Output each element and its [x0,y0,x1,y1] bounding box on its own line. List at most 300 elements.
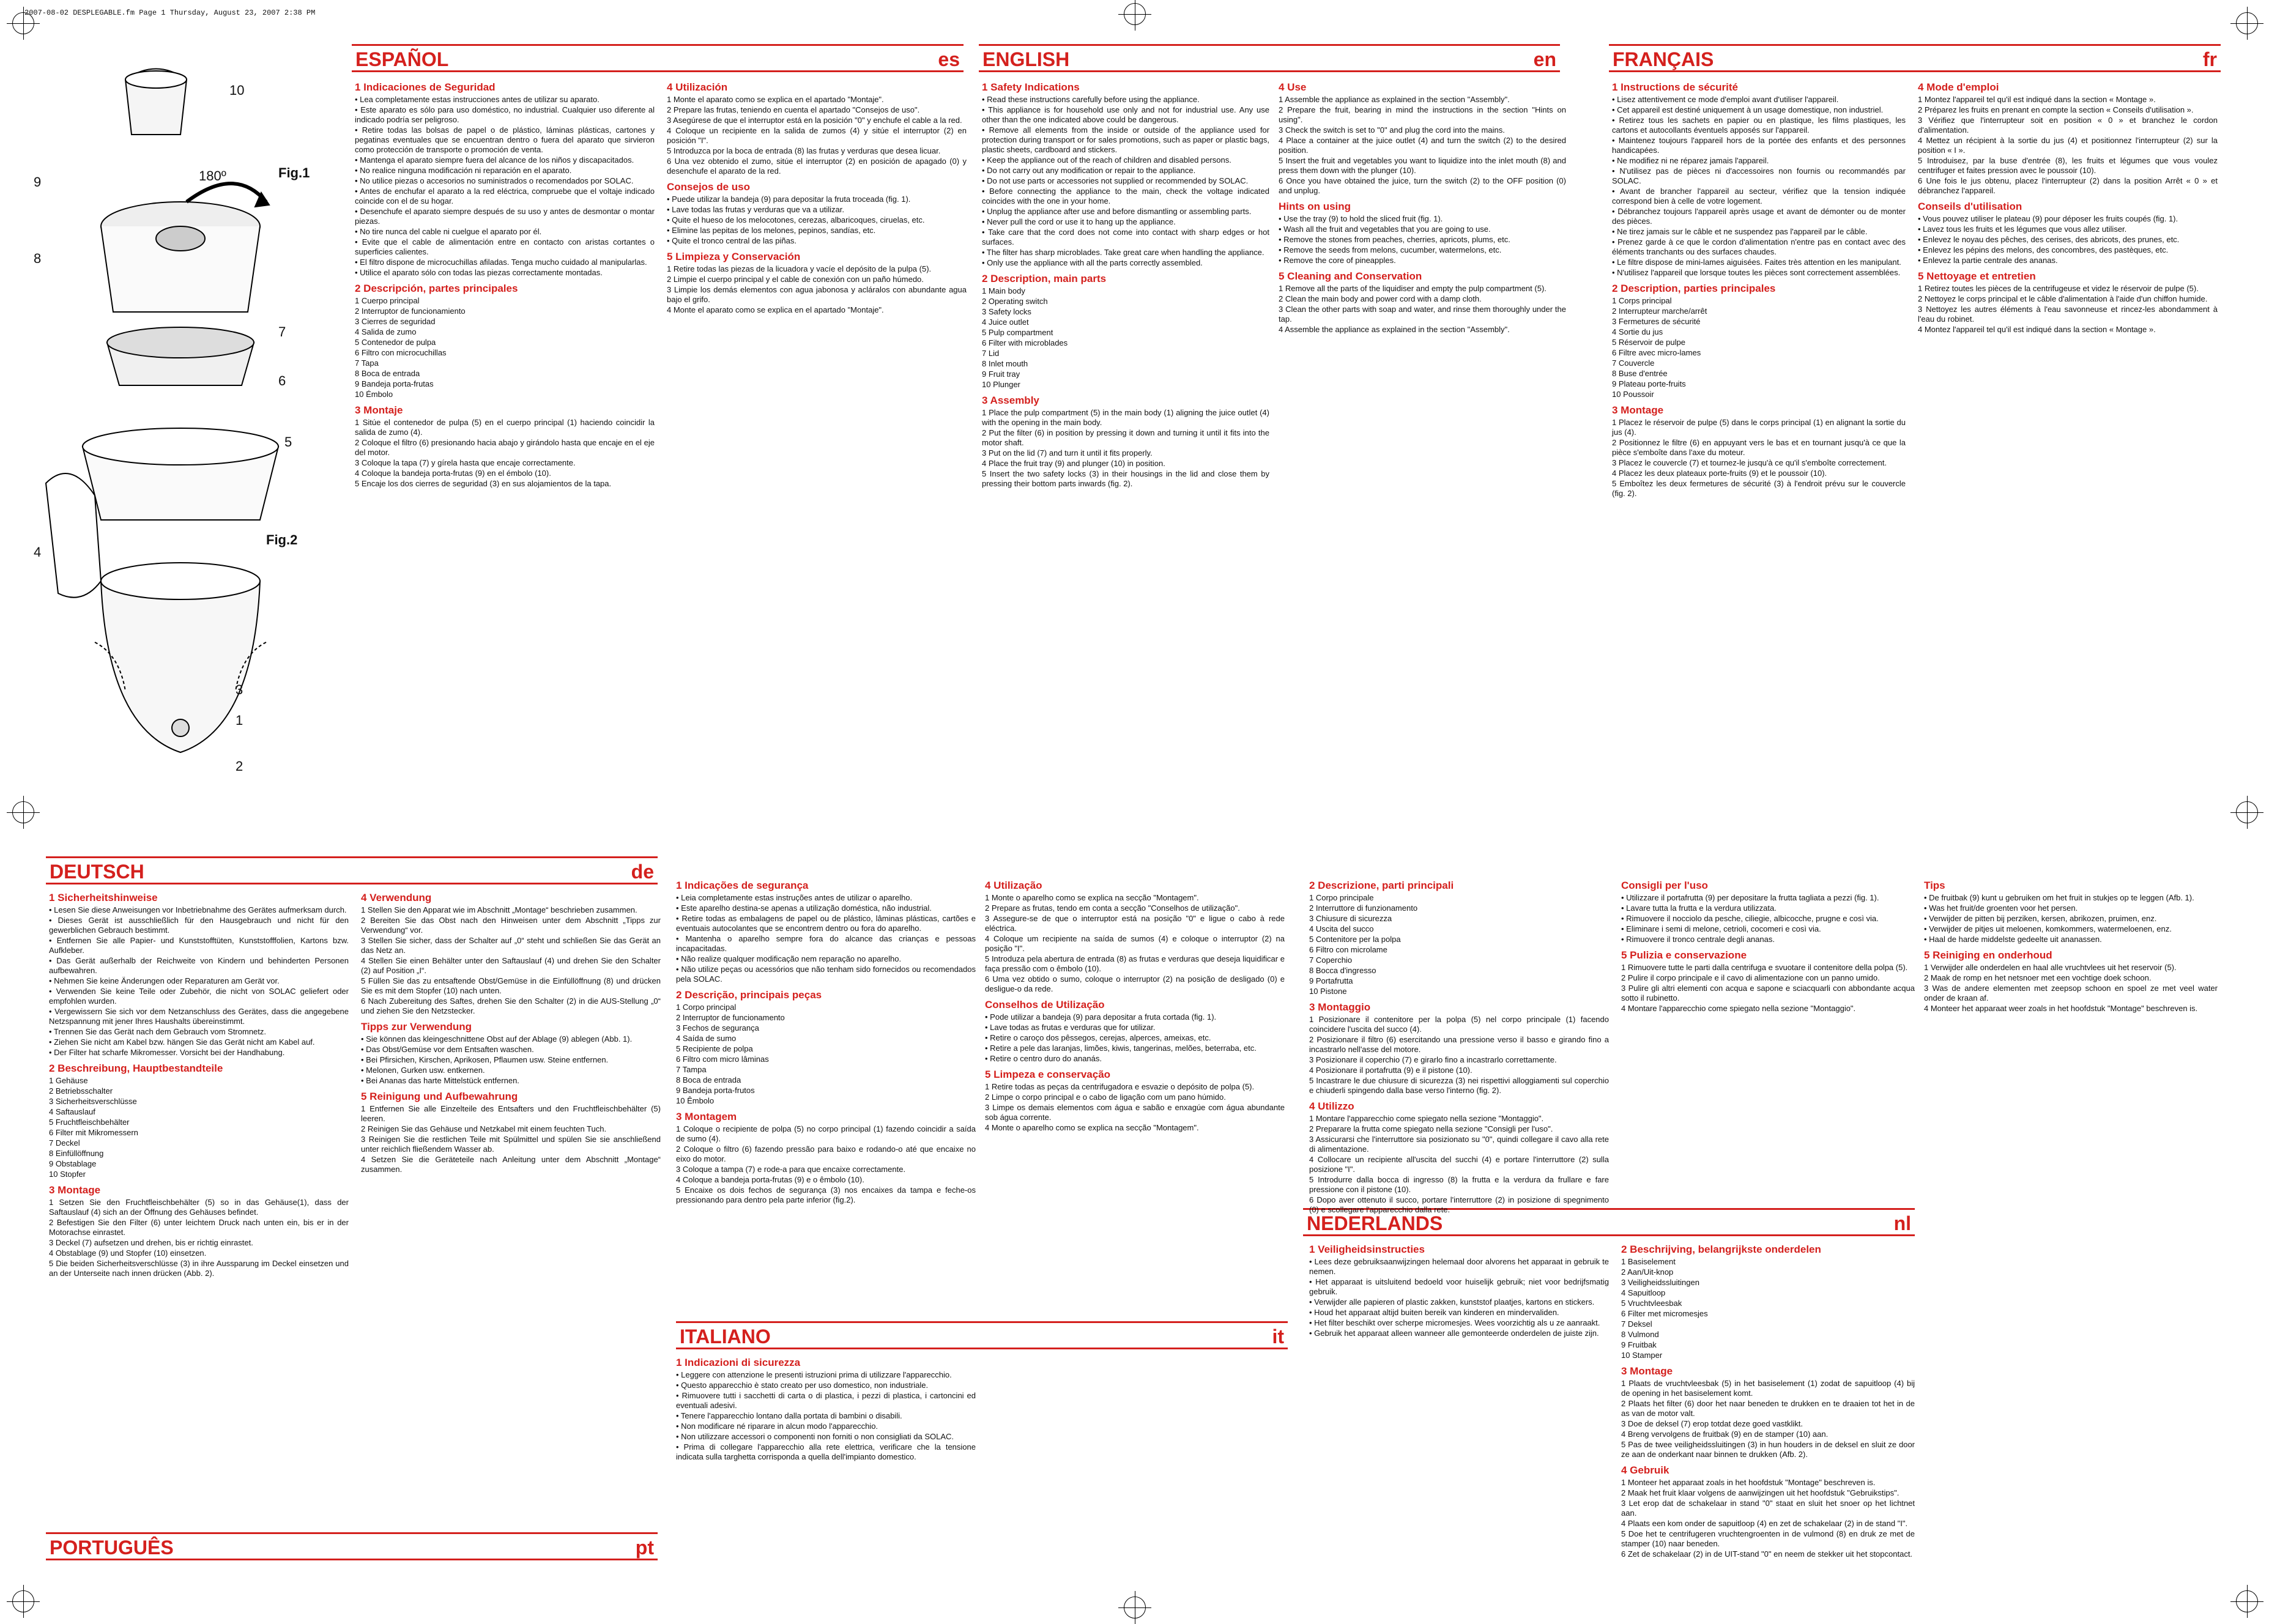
instruction-item: 4 Coloque um recipiente na saída de sumos (4) e coloque o interruptor (2) na posição "I". [985,934,1285,953]
instruction-item: • Non utilizzare accessori o componenti non forniti o non consigliati da SOLAC. [676,1432,954,1441]
instruction-item: 2 Clean the main body and power cord with a damp cloth. [1279,294,1482,303]
instruction-item: • Evite que el cable de alimentación entre en contacto con aristas cortantes o superficies calientes. [355,237,655,256]
instruction-item: 3 Chiusure di sicurezza [1309,914,1392,923]
instruction-item: 3 Posizionare il coperchio (7) e girarlo fino a incastrarlo correttamente. [1309,1055,1557,1064]
instruction-item: • Leia completamente estas instruções antes de utilizar o aparelho. [676,893,913,902]
instruction-item: 1 Retirez toutes les pièces de la centrifugeuse et videz le réservoir de pulpe (5). [1918,284,2199,293]
instruction-item: 6 Once you have obtained the juice, turn the switch (2) to the OFF position (0) and unplug. [1279,176,1566,195]
instruction-item: • Verwijder de pitten bij perziken, kersen, abrikozen, pruimen, enz. [1924,914,2157,923]
instruction-item: 2 Coloque o filtro (6) fazendo pressão para baixo e rodando-o até que encaixe no eixo do motor. [676,1144,976,1163]
instruction-item: 5 Emboîtez les deux fermetures de sécurité (3) à l'endroit prévu sur le couvercle (fig. 2). [1612,479,1906,498]
panel-code: es [938,48,960,70]
instruction-item: 1 Main body [982,286,1025,295]
instruction-item: 7 Lid [982,349,1000,358]
instruction-item: 4 Sortie du jus [1612,327,1663,336]
instruction-item: 3 Limpie los demás elementos con agua jabonosa y acláralos con abundante agua bajo el grifo. [667,285,967,304]
instruction-item: 5 Fruchtfleischbehälter [49,1118,130,1127]
instruction-item: 3 Fechos de segurança [676,1023,759,1033]
instruction-item: 6 Filtro com micro lâminas [676,1055,769,1064]
instruction-item: 5 Pas de twee veiligheidssluitingen (3) in hun houders in de deksel en sluit ze door ze aan de onderkant naar binnen te drukken (Afb. 2). [1621,1440,1915,1459]
instruction-item: 8 Boca de entrada [355,369,420,378]
instruction-item: 1 Cuerpo principal [355,296,420,305]
section-heading: 5 Reinigung und Aufbewahrung [361,1091,518,1102]
section-heading: 4 Mode d'emploi [1918,81,1999,93]
instruction-item: 1 Montare l'apparecchio come spiegato nella sezione "Montaggio". [1309,1114,1544,1123]
panel-title-de [46,856,658,884]
instruction-item: • Was het fruit/de groenten voor het persen. [1924,903,2078,913]
instruction-item: 6 Nach Zubereitung des Saftes, drehen Sie den Schalter (2) in die AUS-Stellung „0“ und ziehen Sie den Netzstecker. [361,996,661,1015]
section-heading: 3 Montage [49,1184,101,1196]
instruction-item: 3 Veiligheidssluitingen [1621,1278,1699,1287]
instruction-item: 5 Die beiden Sicherheitsverschlüsse (3) in ihre Aussparung im Deckel einsetzen und an der Unterseite nach innen drücken (Abb. 2). [49,1259,349,1278]
instruction-item: 1 Corpo principal [676,1003,737,1012]
panel-nl-col2 [1621,1239,1915,1560]
instruction-item: • Quite el hueso de los melocotones, cerezas, albaricoques, ciruelas, etc. [667,215,925,224]
instruction-item: 7 Deckel [49,1138,80,1148]
instruction-item: 1 Assemble the appliance as explained in the section "Assembly". [1279,95,1510,104]
instruction-item: 2 Interruptor de funcionamiento [355,306,466,316]
section-heading: 5 Limpieza y Conservación [667,251,801,262]
instruction-item: • Lees deze gebruiksaanwijzingen helemaal door alvorens het apparaat in gebruik te nemen. [1309,1257,1609,1276]
instruction-item: • Houd het apparaat altijd buiten bereik van kinderen en mindervaliden. [1309,1308,1559,1317]
juicer-illustration [34,55,303,783]
instruction-item: • Avant de brancher l'appareil au secteur, vérifiez que la tension indiquée correspond bien à celle de votre logement. [1612,187,1906,206]
instruction-item: 1 Rimuovere tutte le parti dalla centrifuga e svuotare il contenitore della polpa (5). [1621,963,1908,972]
instruction-item: • Mantenha o aparelho sempre fora do alcance das crianças e pessoas incapacitadas. [676,934,976,953]
instruction-item: • Utilizzare il portafrutta (9) per depositare la frutta tagliata a pezzi (fig. 1). [1621,893,1879,902]
instruction-item: 5 Encaixe os dois fechos de segurança (3) nos encaixes da tampa e feche-os pressionando para dentro pela parte inferior (fig.2). [676,1185,976,1204]
instruction-item: 1 Basiselement [1621,1257,1676,1266]
instruction-item: 2 Prepare las frutas, teniendo en cuenta el apartado "Consejos de uso". [667,105,920,114]
callout-1: 1 [236,713,243,728]
instruction-item: • The filter has sharp microblades. Take great care when handling the appliance. [982,248,1264,257]
panel-title-it [676,1321,1288,1349]
instruction-item: • Este aparelho destina-se apenas a utilização doméstica, não industrial. [676,903,932,913]
instruction-item: 5 Contenedor de pulpa [355,338,436,347]
section-heading: Hints on using [1279,201,1351,212]
instruction-item: • Retire a pele das laranjas, limões, kiwis, tangerinas, melões, beterraba, etc. [985,1044,1257,1053]
instruction-item: • Lesen Sie diese Anweisungen vor Inbetriebnahme des Gerätes aufmerksam durch. [49,905,347,914]
panel-lang: FRANÇAIS [1613,48,1714,70]
instruction-item: 2 Posizionare il filtro (6) esercitando una pressione verso il basso e girando fino a incastrarlo nell'asse del motore. [1309,1035,1609,1054]
instruction-item: 1 Monte el aparato como se explica en el apartado "Montaje". [667,95,884,104]
instruction-item: 9 Fruitbak [1621,1340,1657,1349]
instruction-item: 10 Émbolo [355,390,393,399]
section-heading: Tipps zur Verwendung [361,1021,472,1033]
panel-lang: ENGLISH [982,48,1070,70]
instruction-item: 5 Introduzca por la boca de entrada (8) las frutas y verduras que desea licuar. [667,146,941,155]
panel-title-pt [46,1532,658,1560]
instruction-item: • Ziehen Sie nicht am Kabel bzw. hängen Sie das Gerät nicht am Kabel auf. [49,1037,315,1047]
instruction-item: 6 Une fois le jus obtenu, placez l'interrupteur (2) dans la position Arrêt « 0 » et débranchez l'appareil. [1918,176,2218,195]
instruction-item: 2 Limpe o corpo principal e o cabo de ligação com um pano húmido. [985,1092,1226,1102]
instruction-item: • Melonen, Gurken usw. entkernen. [361,1066,485,1075]
section-heading: Consigli per l'uso [1621,880,1708,891]
instruction-item: 2 Aan/Uit-knop [1621,1267,1674,1277]
panel-nl-col1 [1309,1239,1609,1339]
registration-mark [12,801,34,823]
instruction-item: • Enlevez la partie centrale des ananas. [1918,256,2058,265]
instruction-item: 2 Prepare the fruit, bearing in mind the instructions in the section "Hints on using". [1279,105,1566,124]
panel-title-en [979,44,1560,72]
instruction-item: 3 Safety locks [982,307,1031,316]
instruction-item: 1 Setzen Sie den Fruchtfleischbehälter (5) so in das Gehäuse(1), dass der Saftauslauf (4) sich an der Öffnung des Gehäuses befindet. [49,1198,349,1217]
instruction-item: • Trennen Sie das Gerät nach dem Gebrauch vom Stromnetz. [49,1027,267,1036]
instruction-item: 4 Coloque a bandeja porta-frutas (9) e o êmbolo (10). [676,1175,864,1184]
panel-code: it [1272,1326,1284,1348]
instruction-item: 3 Asegúrese de que el interruptor está en la posición "0" y enchufe el cable a la red. [667,116,962,125]
instruction-item: • This appliance is for household use only and not for industrial use. Any use other than the one indicated above could be dangerous. [982,105,1269,124]
instruction-item: • Débranchez toujours l'appareil après usage et avant de démonter ou de monter des pièces. [1612,207,1906,226]
instruction-item: • Vergewissern Sie sich vor dem Netzanschluss des Gerätes, dass die angegebene Netzspannung mit jener Ihres Haushalts übereinstimmt. [49,1007,349,1026]
panel-code: pt [635,1537,654,1559]
instruction-item: 2 Preparare la frutta come spiegato nella sezione "Consigli per l'uso". [1309,1124,1553,1133]
product-figure [34,55,310,783]
section-heading: Tips [1924,880,1945,891]
instruction-item: 6 Filter met micromesjes [1621,1309,1708,1318]
instruction-item: 3 Doe de deksel (7) erop totdat deze goed vastklikt. [1621,1419,1803,1428]
section-heading: Conseils d'utilisation [1918,201,2022,212]
instruction-item: • Lea completamente estas instrucciones antes de utilizar su aparato. [355,95,600,104]
instruction-item: 5 Recipiente de polpa [676,1044,753,1053]
instruction-item: 8 Bocca d'ingresso [1309,966,1376,975]
instruction-item: 2 Operating switch [982,297,1048,306]
callout-6: 6 [278,373,286,388]
instruction-item: 8 Einfüllöffnung [49,1149,104,1158]
instruction-item: 2 Coloque el filtro (6) presionando hacia abajo y girándolo hasta que encaje en el eje del motor. [355,438,655,457]
instruction-item: • Verwenden Sie keine Teile oder Zubehör, die nicht von SOLAC geliefert oder empfohlen wurden. [49,987,349,1006]
panel-fr-col1 [1612,76,1906,499]
instruction-item: 3 Fermetures de sécurité [1612,317,1701,326]
instruction-item: • Take care that the cord does not come into contact with sharp edges or hot surfaces. [982,228,1269,247]
instruction-item: 9 Bandeja porta-frutos [676,1086,755,1095]
instruction-item: 9 Fruit tray [982,369,1020,379]
instruction-item: 3 Vérifiez que l'interrupteur soit en position « 0 » et branchez le cordon d'alimentation. [1918,116,2218,135]
instruction-item: 4 Plaats een kom onder de sapuitloop (4) en zet de schakelaar (2) in de stand "I". [1621,1519,1908,1528]
section-heading: 2 Description, main parts [982,273,1107,284]
instruction-item: • No tire nunca del cable ni cuelgue el aparato por él. [355,227,542,236]
panel-code: de [631,861,654,883]
instruction-item: 4 Saída de sumo [676,1034,737,1043]
instruction-item: • Pode utilizar a bandeja (9) para depositar a fruta cortada (fig. 1). [985,1012,1217,1021]
panel-en-col1 [982,76,1269,489]
panel-fr-col2 [1918,76,2218,335]
section-heading: 5 Reiniging en onderhoud [1924,949,2052,961]
instruction-item: 5 Introduisez, par la buse d'entrée (8), les fruits et légumes que vous voulez centrifuger et faites pression avec le poussoir (10). [1918,156,2218,175]
section-heading: 2 Description, parties principales [1612,283,1776,294]
instruction-item: 1 Posizionare il contenitore per la polpa (5) nel corpo principale (1) facendo coincidere l'uscita del succo (4). [1309,1015,1609,1034]
panel-code: en [1533,48,1556,70]
instruction-item: 4 Coloque un recipiente en la salida de zumos (4) y sitúe el interruptor (2) en posición "I". [667,126,967,145]
callout-7: 7 [278,324,286,339]
section-heading: 2 Descrizione, parti principali [1309,880,1454,891]
instruction-item: 6 Dopo aver ottenuto il succo, portare l'interruttore (2) in posizione di spegnimento (0) e scollegare l'apparecchio dalla rete. [1309,1195,1609,1214]
instruction-item: • El filtro dispone de microcuchillas afiladas. Tenga mucho cuidado al manipularlas. [355,258,647,267]
instruction-item: 6 Filter mit Mikromessern [49,1128,138,1137]
instruction-item: • Do not use parts or accessories not supplied or recommended by SOLAC. [982,176,1249,185]
instruction-item: 2 Put the filter (6) in position by pressing it down and turning it until it fits into the motor shaft. [982,428,1269,447]
instruction-item: 3 Stellen Sie sicher, dass der Schalter auf „0“ steht und schließen Sie das Gerät an das Netz an. [361,936,661,955]
instruction-item: • Rimuovere il nocciolo da pesche, ciliegie, albicocche, prugne e così via. [1621,914,1879,923]
instruction-item: • Use the tray (9) to hold the sliced fruit (fig. 1). [1279,214,1443,223]
panel-es-col2 [667,76,967,316]
instruction-item: 1 Stellen Sie den Apparat wie im Abschnitt „Montage“ beschrieben zusammen. [361,905,637,914]
instruction-item: • Retire o caroço dos pêssegos, cerejas, alperces, ameixas, etc. [985,1033,1211,1042]
instruction-item: 10 Plunger [982,380,1020,389]
instruction-item: 3 Put on the lid (7) and turn it until it fits properly. [982,448,1153,458]
instruction-item: 1 Retire todas as peças da centrifugadora e esvazie o depósito de polpa (5). [985,1082,1255,1091]
instruction-item: 1 Place the pulp compartment (5) in the main body (1) aligning the juice outlet (4) with the opening in the main body. [982,408,1269,427]
instruction-item: • Retire todas as embalagens de papel ou de plástico, lâminas plásticas, cartões e eventuais autocolantes que se encontrem dentro ou fora do aparelho. [676,914,976,933]
instruction-item: • Before connecting the appliance to the main, check the voltage indicated coincides with the one in your home. [982,187,1269,206]
panel-lang: DEUTSCH [50,861,144,883]
registration-mark [12,12,34,34]
instruction-item: 1 Corps principal [1612,296,1672,305]
instruction-item: • Never pull the cord or use it to hang up the appliance. [982,217,1176,226]
panel-lang: NEDERLANDS [1307,1212,1443,1234]
instruction-item: 1 Montez l'appareil tel qu'il est indiqué dans la section « Montage ». [1918,95,2156,104]
instruction-item: • Questo apparecchio è stato creato per uso domestico, non industriale. [676,1381,929,1390]
callout-4: 4 [34,544,42,560]
instruction-item: 4 Uscita del succo [1309,924,1374,933]
section-heading: 1 Veiligheidsinstructies [1309,1244,1425,1255]
instruction-item: • Verwijder de pitjes uit meloenen, komkommers, watermeloenen, enz. [1924,924,2172,933]
instruction-item: • Do not carry out any modification or repair to the appliance. [982,166,1196,175]
instruction-item: 1 Corpo principale [1309,893,1374,902]
section-heading: 2 Descripción, partes principales [355,283,518,294]
section-heading: 4 Utilizzo [1309,1100,1354,1112]
instruction-item: 3 Coloque a tampa (7) e rode-a para que encaixe correctamente. [676,1165,906,1174]
panel-code: nl [1893,1212,1911,1234]
instruction-item: 4 Mettez un récipient à la sortie du jus (4) et positionnez l'interrupteur (2) sur la position « I ». [1918,136,2218,155]
instruction-item: 2 Befestigen Sie den Filter (6) unter leichtem Druck nach unten ein, bis er in der Motorachse einrastet. [49,1218,349,1237]
panel-en-col2 [1279,76,1566,335]
instruction-item: • Não realize qualquer modificação nem reparação no aparelho. [676,954,902,963]
instruction-item: 2 Maak het fruit klaar volgens de aanwijzingen uit het hoofdstuk "Gebruikstips". [1621,1488,1899,1497]
rotation-angle: 180º [199,168,226,184]
registration-mark [2236,801,2258,823]
instruction-item: • Enlevez le noyau des pêches, des cerises, des abricots, des prunes, etc. [1918,235,2180,244]
instruction-item: 10 Pistone [1309,987,1347,996]
instruction-item: 3 Cierres de seguridad [355,317,436,326]
panel-de-col1 [49,887,349,1279]
instruction-item: 2 Bereiten Sie das Obst nach den Hinweisen unter dem Abschnitt „Tipps zur Verwendung“ vor. [361,916,661,935]
instruction-item: 5 Pulp compartment [982,328,1053,337]
instruction-item: 2 Positionnez le filtre (6) en appuyant vers le bas et en tournant jusqu'à ce que la pièce s'emboîte dans l'axe du moteur. [1612,438,1906,457]
instruction-item: 5 Introduza pela abertura de entrada (8) as frutas e verduras que deseja liquidificar e faça pressão com o êmbolo (10). [985,954,1285,973]
instruction-item: 4 Assemble the appliance as explained in the section "Assembly". [1279,325,1510,334]
instruction-item: • Leggere con attenzione le presenti istruzioni prima di utilizzare l'apparecchio. [676,1370,952,1379]
instruction-item: • Prima di collegare l'apparecchio alla rete elettrica, verificare che la tensione indicata sulla targhetta corrisponda a quella dell'impianto domestico. [676,1442,976,1461]
instruction-item: 7 Tampa [676,1065,707,1074]
fig2-label: Fig.2 [266,532,298,547]
instruction-item: 9 Portafrutta [1309,976,1353,985]
instruction-item: 1 Sitúe el contenedor de pulpa (5) en el cuerpo principal (1) haciendo coincidir la salida de zumo (4). [355,418,655,437]
instruction-item: 1 Monte o aparelho como se explica na secção "Montagem". [985,893,1199,902]
instruction-item: 3 Was de andere elementen met zeepsop schoon en spoel ze met veel water onder de kraan af. [1924,984,2218,1003]
registration-mark [2236,1590,2258,1612]
instruction-item: • Lave todas las frutas y verduras que va a utilizar. [667,205,844,214]
instruction-item: 4 Obstablage (9) und Stopfer (10) einsetzen. [49,1248,207,1258]
instruction-item: 2 Préparez les fruits en prenant en compte la section « Conseils d'utilisation ». [1918,105,2194,114]
section-heading: 1 Indicaciones de Seguridad [355,81,496,93]
instruction-item: • Vous pouvez utiliser le plateau (9) pour déposer les fruits coupés (fig. 1). [1918,214,2178,223]
instruction-item: 3 Nettoyez les autres éléments à l'eau savonneuse et rincez-les abondamment à l'eau du robinet. [1918,305,2218,324]
instruction-item: 1 Monteer het apparaat zoals in het hoofdstuk "Montage" beschreven is. [1621,1478,1876,1487]
instruction-item: 2 Plaats het filter (6) door het naar beneden te drukken en te draaien tot het in de as van de motor valt. [1621,1399,1915,1418]
panel-lang: ESPAÑOL [355,48,449,70]
instruction-item: • Bei Pfirsichen, Kirschen, Aprikosen, Pflaumen usw. Steine entfernen. [361,1055,609,1064]
instruction-item: • Read these instructions carefully before using the appliance. [982,95,1200,104]
panel-nl-col3 [1924,875,2218,1014]
instruction-item: 3 Reinigen Sie die restlichen Teile mit Spülmittel und spülen Sie sie anschließend unter reichlich fließendem Wasser ab. [361,1135,661,1154]
instruction-item: 1 Plaats de vruchtvleesbak (5) in het basiselement (1) zodat de sapuitloop (4) bij de opening in het basiselement komt. [1621,1379,1915,1398]
instruction-item: 5 Incastrare le due chiusure di sicurezza (3) nei rispettivi alloggiamenti sul coperchio e chiuderli spingendo dalla base verso l'interno (fig. 2). [1309,1076,1609,1095]
instruction-item: • Este aparato es sólo para uso doméstico, no industrial. Cualquier uso diferente al indicado podría ser peligroso. [355,105,655,124]
section-heading: 1 Indicações de segurança [676,880,809,891]
instruction-item: • Elimine las pepitas de los melones, pepinos, sandías, etc. [667,226,876,235]
instruction-item: 4 Monte o aparelho como se explica na secção "Montagem". [985,1123,1199,1132]
registration-mark [2236,12,2258,34]
section-heading: 2 Beschrijving, belangrijkste onderdelen [1621,1244,1821,1255]
instruction-item: 2 Interruttore di funzionamento [1309,903,1418,913]
instruction-item: 5 Füllen Sie das zu entsaftende Obst/Gemüse in die Einfüllöffnung (8) und drücken Sie es mit dem Stopfer (10) nach unten. [361,976,661,995]
instruction-item: 2 Maak de romp en het netsnoer met een vochtige doek schoon. [1924,973,2152,982]
instruction-item: 1 Gehäuse [49,1076,88,1085]
panel-it-col1 [676,1352,976,1463]
instruction-item: 2 Prepare as frutas, tendo em conta a secção "Conselhos de utilização". [985,903,1240,913]
instruction-item: • De fruitbak (9) kunt u gebruiken om het fruit in stukjes op te leggen (Afb. 1). [1924,893,2194,902]
instruction-item: 6 Una vez obtenido el zumo, sitúe el interruptor (2) en posición de apagado (0) y desenchufe el aparato de la red. [667,157,967,176]
section-heading: 1 Indicazioni di sicurezza [676,1357,801,1368]
instruction-item: • Não utilize peças ou acessórios que não tenham sido fornecidos ou recomendados pela SOLAC. [676,965,976,984]
instruction-item: 5 Encaje los dos cierres de seguridad (3) en sus alojamientos de la tapa. [355,479,612,488]
instruction-item: • Rimuovere il tronco centrale degli ananas. [1621,935,1775,944]
instruction-item: 9 Bandeja porta-frutas [355,379,434,388]
panel-pt-col1 [676,875,976,1206]
panel-de-col2 [361,887,661,1175]
panel-pt-col2 [985,875,1285,1133]
instruction-item: • Prenez garde à ce que le cordon d'alimentation n'entre pas en contact avec des éléments tranchants ou des surfaces chaudes. [1612,237,1906,256]
instruction-item: 5 Insert the two safety locks (3) in their housings in the lid and close them by pressing their bottom parts inwards (fig. 2). [982,469,1269,488]
instruction-item: • Ne tirez jamais sur le câble et ne suspendez pas l'appareil par le câble. [1612,227,1868,236]
instruction-item: 9 Obstablage [49,1159,97,1168]
section-heading: 4 Verwendung [361,892,432,903]
instruction-item: • Enlevez les pépins des melons, des concombres, des pastèques, etc. [1918,245,2169,254]
instruction-item: 7 Coperchio [1309,955,1353,965]
instruction-item: 3 Placez le couvercle (7) et tournez-le jusqu'à ce qu'il s'emboîte correctement. [1612,458,1887,467]
instruction-item: 4 Monteer het apparaat weer zoals in het hoofdstuk "Montage" beschreven is. [1924,1004,2198,1013]
section-heading: 5 Cleaning and Conservation [1279,270,1422,282]
instruction-item: 4 Sapuitloop [1621,1288,1666,1297]
instruction-item: • Het apparaat is uitsluitend bedoeld voor huiselijk gebruik; niet voor bedrijfsmatig gebruik. [1309,1277,1609,1296]
instruction-item: 8 Boca de entrada [676,1075,741,1085]
instruction-item: 1 Coloque o recipiente de polpa (5) no corpo principal (1) fazendo coincidir a saída de sumo (4). [676,1124,976,1143]
instruction-item: • Non modificare né riparare in alcun modo l'apparecchio. [676,1422,878,1431]
instruction-item: • Desenchufe el aparato siempre después de su uso y antes de desmontar o montar piezas. [355,207,655,226]
instruction-item: • Das Obst/Gemüse vor dem Entsaften waschen. [361,1045,534,1054]
instruction-item: 6 Filter with microblades [982,338,1068,347]
instruction-item: 2 Interruptor de funcionamento [676,1013,785,1022]
instruction-item: • Gebruik het apparaat alleen wanneer alle gemonteerde onderdelen de juiste zijn. [1309,1329,1599,1338]
instruction-item: 5 Contenitore per la polpa [1309,935,1401,944]
panel-it-col2 [1309,875,1609,1215]
instruction-item: 7 Tapa [355,358,379,368]
instruction-item: 2 Betriebsschalter [49,1086,113,1096]
instruction-item: • Antes de enchufar el aparato a la red eléctrica, compruebe que el voltaje indicado coincide con el de su hogar. [355,187,655,206]
section-heading: 4 Use [1279,81,1307,93]
instruction-item: • Puede utilizar la bandeja (9) para depositar la fruta troceada (fig. 1). [667,195,911,204]
instruction-item: 5 Introdurre dalla bocca di ingresso (8) la frutta e la verdura da frullare e fare pressione con il pistone (10). [1309,1175,1609,1194]
section-heading: 4 Utilização [985,880,1042,891]
panel-title-es [352,44,964,72]
section-heading: Consejos de uso [667,181,751,193]
instruction-item: 4 Placez les deux plateaux porte-fruits (9) et le poussoir (10). [1612,469,1827,478]
instruction-item: • Verwijder alle papieren of plastic zakken, kunststof plaatjes, kartons en stickers. [1309,1297,1595,1307]
instruction-item: 4 Stellen Sie einen Behälter unter den Saftauslauf (4) und drehen Sie den Schalter (2) auf Position „I“. [361,956,661,975]
instruction-item: • Nehmen Sie keine Änderungen oder Reparaturen am Gerät vor. [49,976,280,985]
callout-3: 3 [236,682,243,697]
panel-lang: PORTUGUÊS [50,1537,174,1559]
instruction-item: 5 Insert the fruit and vegetables you want to liquidize into the inlet mouth (8) and press them down with the plunger (10). [1279,156,1566,175]
section-heading: 3 Montage [1621,1365,1673,1377]
instruction-item: 8 Vulmond [1621,1330,1659,1339]
instruction-item: • Sie können das kleingeschnittene Obst auf der Ablage (9) ablegen (Abb. 1). [361,1034,633,1044]
section-heading: 5 Nettoyage et entretien [1918,270,2036,282]
instruction-item: • Rimuovere tutti i sacchetti di carta o di plastica, i pezzi di plastica, i cartoncini ed eventuali adesivi. [676,1391,976,1410]
instruction-item: 6 Filtro con microlame [1309,945,1387,954]
section-heading: 1 Safety Indications [982,81,1080,93]
instruction-item: • Lisez attentivement ce mode d'emploi avant d'utiliser l'appareil. [1612,95,1839,104]
instruction-item: 4 Collocare un recipiente all'uscita del succhi (4) e portare l'interruttore (2) sulla posizione "I". [1309,1155,1609,1174]
fig1-label: Fig.1 [278,165,310,180]
instruction-item: 4 Setzen Sie die Geräteteile nach Anleitung unter dem Abschnitt „Montage“ zusammen. [361,1155,661,1174]
instruction-item: 6 Zet de schakelaar (2) in de UIT-stand "0" en neem de stekker uit het stopcontact. [1621,1549,1913,1559]
section-heading: 5 Pulizia e conservazione [1621,949,1747,961]
instruction-item: • Remove the stones from peaches, cherries, apricots, plums, etc. [1279,235,1510,244]
instruction-item: 4 Montez l'appareil tel qu'il est indiqué dans la section « Montage ». [1918,325,2156,334]
instruction-item: 2 Limpie el cuerpo principal y el cable de conexión con un paño húmedo. [667,275,924,284]
callout-8: 8 [34,251,42,266]
instruction-item: 1 Retire todas las piezas de la licuadora y vacíe el depósito de la pulpa (5). [667,264,932,273]
instruction-item: • Unplug the appliance after use and before dismantling or assembling parts. [982,207,1252,216]
instruction-item: • No realice ninguna modificación ni reparación en el aparato. [355,166,572,175]
section-heading: 2 Beschreibung, Hauptbestandteile [49,1062,223,1074]
callout-10: 10 [229,83,245,98]
panel-code: fr [2202,48,2217,70]
registration-mark [12,1590,34,1612]
instruction-item: • Lavez tous les fruits et les légumes que vous allez utiliser. [1918,224,2127,234]
instruction-item: • Remove the core of pineapples. [1279,256,1396,265]
instruction-item: 3 Pulire gli altri elementi con acqua e sapone e sciacquarli con abbondante acqua sotto il rubinetto. [1621,984,1915,1003]
section-heading: 1 Sicherheitshinweise [49,892,158,903]
instruction-item: • Retirez tous les sachets en papier ou en plastique, les films plastiques, les cartons et autocollants éventuels apposés sur l'appareil. [1612,116,1906,135]
instruction-item: 10 Stopfer [49,1170,86,1179]
instruction-item: 4 Breng vervolgens de fruitbak (9) en de stamper (10) aan. [1621,1429,1829,1439]
instruction-item: 6 Filtro con microcuchillas [355,348,447,357]
instruction-item: 3 Assegure-se de que o interruptor está na posição "0" e ligue o cabo à rede eléctrica. [985,914,1285,933]
instruction-item: 3 Coloque la tapa (7) y gírela hasta que encaje correctamente. [355,458,576,467]
print-slug: 2007-08-02 DESPLEGABLE.fm Page 1 Thursday, August 23, 2007 2:38 PM [24,9,316,17]
instruction-item: • Keep the appliance out of the reach of children and disabled persons. [982,155,1231,165]
instruction-item: • No utilice piezas o accesorios no suministrados o recomendados por SOLAC. [355,176,634,185]
instruction-item: 3 Deckel (7) aufsetzen und drehen, bis er richtig einrastet. [49,1238,253,1247]
instruction-item: • Retire todas las bolsas de papel o de plástico, láminas plásticas, cartones y pegatinas eventuales que se encuentran dentro o fuera del aparato que sirvieron como protección de transporte o promoción de venta. [355,125,655,154]
instruction-item: 3 Assicurarsi che l'interruttore sia posizionato su "0", quindi collegare il cavo alla rete di alimentazione. [1309,1135,1609,1154]
instruction-item: • Entfernen Sie alle Papier- und Kunststofftüten, Kunststofffolien, Kartons bzw. Aufkleber. [49,936,349,955]
instruction-item: • Tenere l'apparecchio lontano dalla portata di bambini o disabili. [676,1411,902,1420]
instruction-item: 6 Uma vez obtido o sumo, coloque o interruptor (2) na posição de desligado (0) e desligue-o da rede. [985,974,1285,993]
